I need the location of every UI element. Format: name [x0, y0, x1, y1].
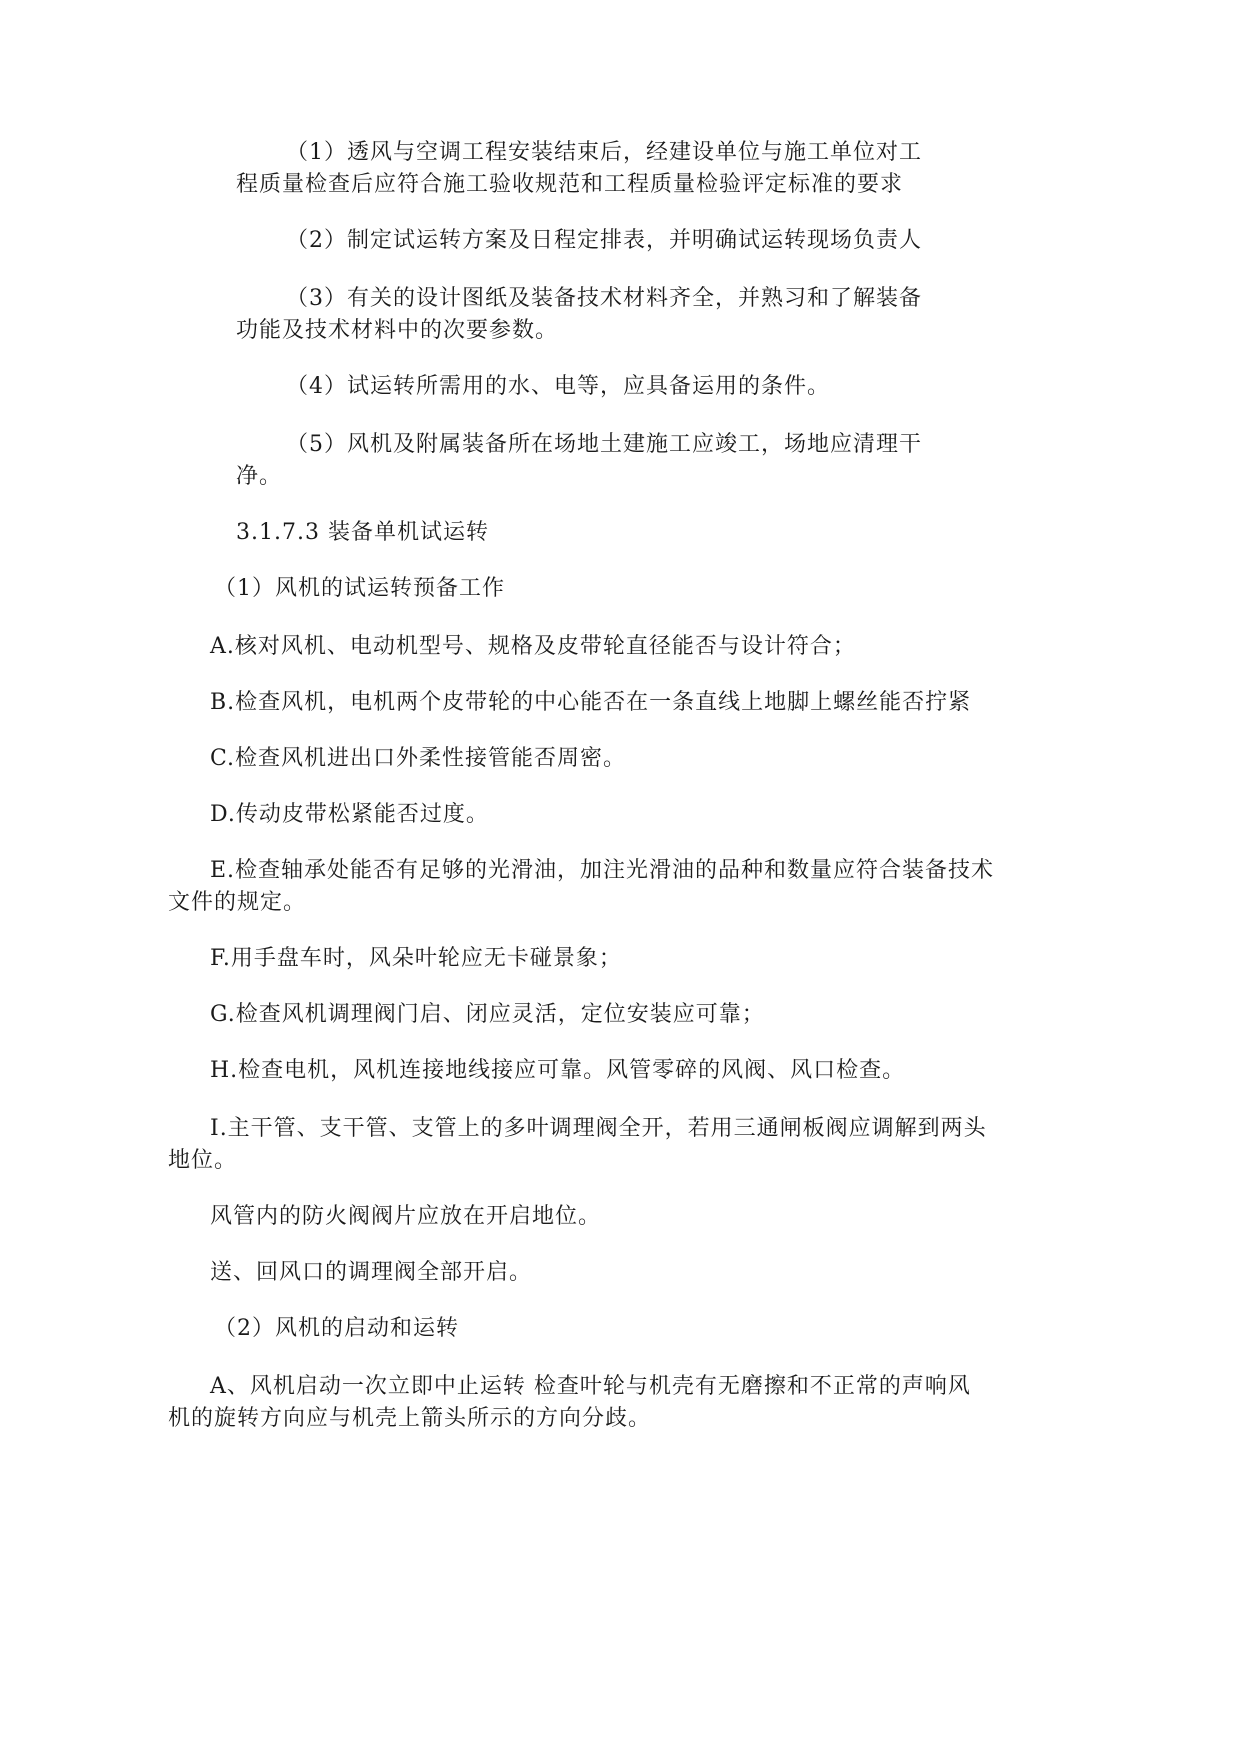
prep-item-5-line-1: （5）风机及附属装备所在场地土建施工应竣工，场地应清理干 — [286, 432, 922, 457]
fan-prep-item-i-line-1: I.主干管、支干管、支管上的多叶调理阀全开，若用三通闸板阀应调解到两头 — [210, 1116, 987, 1141]
fan-prep-heading: （1）风机的试运转预备工作 — [214, 576, 505, 601]
fan-prep-item-i-line-2: 地位。 — [168, 1148, 238, 1173]
fan-start-heading: （2）风机的启动和运转 — [214, 1316, 459, 1341]
prep-item-4: （4）试运转所需用的水、电等，应具备运用的条件。 — [286, 374, 830, 399]
fan-prep-item-b: B.检查风机，电机两个皮带轮的中心能否在一条直线上地脚上螺丝能否拧紧 — [210, 690, 972, 715]
prep-item-3-line-2: 功能及技术材料中的次要参数。 — [236, 318, 559, 343]
fan-prep-item-d: D.传动皮带松紧能否过度。 — [210, 802, 489, 827]
fan-start-item-a-line-1: A、风机启动一次立即中止运转 检查叶轮与机壳有无磨擦和不正常的声响风 — [210, 1374, 971, 1399]
fan-prep-item-a: A.核对风机、电动机型号、规格及皮带轮直径能否与设计符合； — [210, 634, 856, 659]
fan-prep-item-g: G.检查风机调理阀门启、闭应灵活，定位安装应可靠； — [210, 1002, 765, 1027]
fire-damper-note: 风管内的防火阀阀片应放在开启地位。 — [210, 1204, 602, 1229]
prep-item-3-line-1: （3）有关的设计图纸及装备技术材料齐全，并熟习和了解装备 — [286, 286, 922, 311]
fan-prep-item-f: F.用手盘车时，风朵叶轮应无卡碰景象； — [210, 946, 622, 971]
prep-item-2: （2）制定试运转方案及日程定排表，并明确试运转现场负责人 — [286, 228, 922, 253]
fan-prep-item-h: H.检查电机，风机连接地线接应可靠。风管零碎的风阀、风口检查。 — [210, 1058, 906, 1083]
outlets-note: 送、回风口的调理阀全部开启。 — [210, 1260, 533, 1285]
fan-prep-item-c: C.检查风机进出口外柔性接管能否周密。 — [210, 746, 627, 771]
prep-item-1-line-1: （1）透风与空调工程安装结束后，经建设单位与施工单位对工 — [286, 140, 922, 165]
prep-item-5-line-2: 净。 — [236, 464, 283, 489]
fan-prep-item-e-line-2: 文件的规定。 — [168, 890, 307, 915]
fan-start-item-a-line-2: 机的旋转方向应与机壳上箭头所示的方向分歧。 — [168, 1406, 652, 1431]
fan-prep-item-e-line-1: E.检查轴承处能否有足够的光滑油，加注光滑油的品种和数量应符合装备技术 — [210, 858, 995, 883]
prep-item-1-line-2: 程质量检查后应符合施工验收规范和工程质量检验评定标准的要求 — [236, 172, 904, 197]
section-heading: 3.1.7.3 装备单机试运转 — [236, 520, 489, 545]
